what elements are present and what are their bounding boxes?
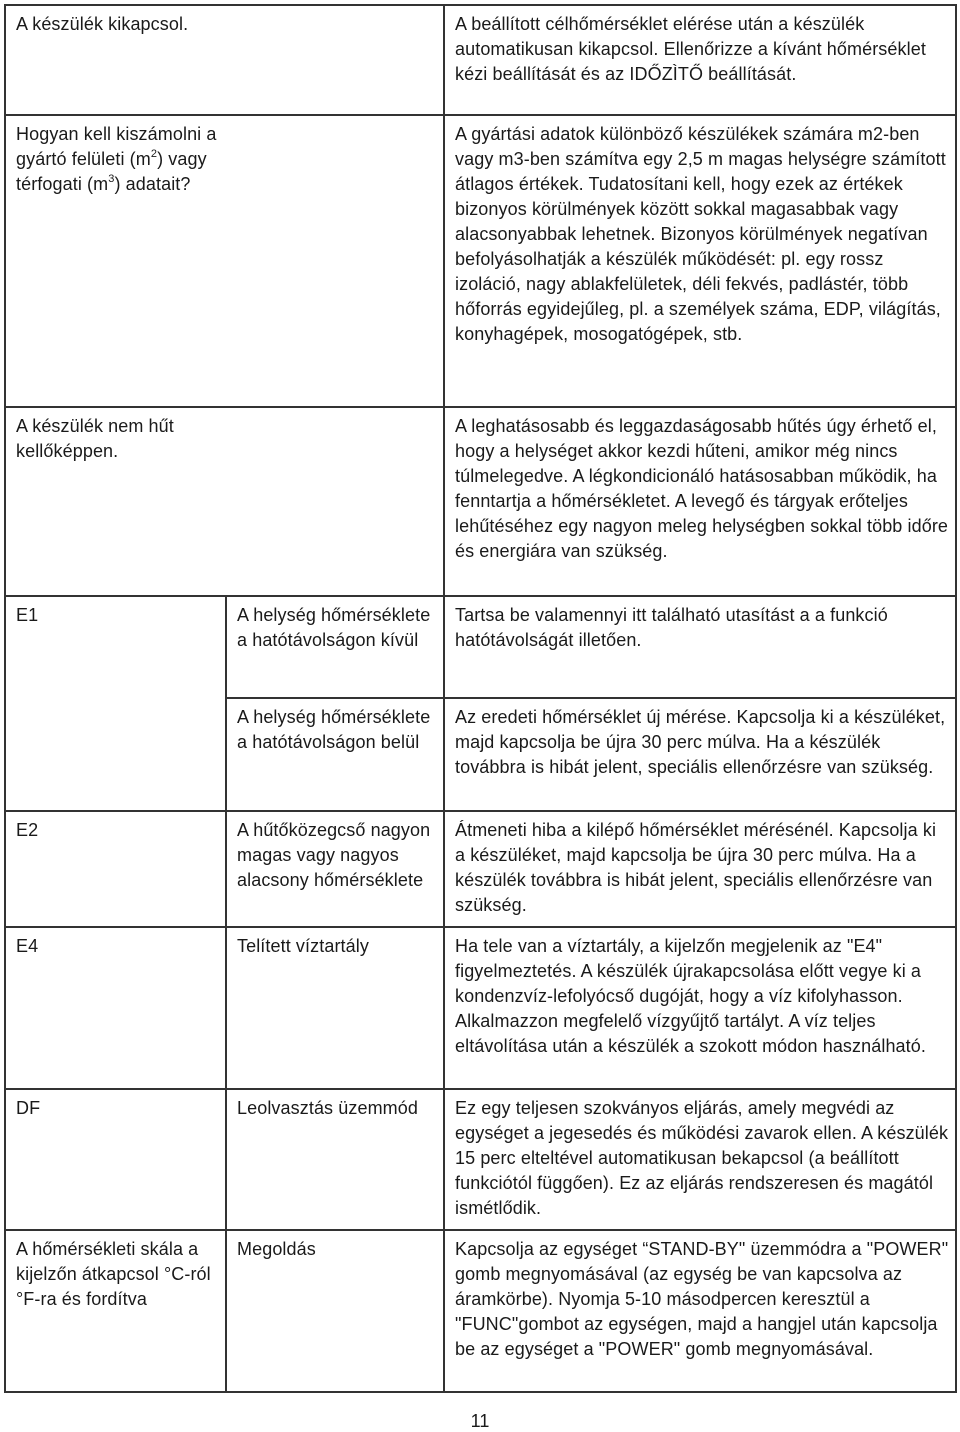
solution-text: Az eredeti hőmérséklet új mérése. Kapcsolja ki a készüléket, majd kapcsolja be újra 30 perc múlva. Ha a készülék továbbra is hibát jelent, speciális ellenőrzésre van szükség. [455, 707, 946, 777]
table-row [5, 1230, 956, 1392]
error-code-cell [5, 1089, 226, 1230]
cause-cell [226, 115, 444, 407]
solution-text: Ha tele van a víztartály, a kijelzőn megjelenik az "E4" figyelmeztetés. A készülék újrakapcsolása előtt vegye ki a kondenzvíz-lefolyócső dugóját, hogy a víz kifolyhasson. Alkalmazzon megfelelő vízgyűjtő tartályt. A víz teljes eltávolítása után a készülék a szokott módon használható. [455, 936, 926, 1056]
solution-cell [444, 927, 956, 1089]
cause-text: A hűtőközegcső nagyon magas vagy nagyos alacsony hőmérséklete [237, 820, 431, 890]
cause-text: Leolvasztás üzemmód [237, 1098, 418, 1118]
error-code: E1 [16, 605, 39, 625]
cause-cell [226, 5, 444, 115]
table-row [5, 596, 956, 698]
solution-text: A gyártási adatok különböző készülékek számára m2-ben vagy m3-ben számítva egy 2,5 m magas helységre számított átlagos értékek. Tudatosítani kell, hogy ezek az értékek bizonyos körülmények között sokkal magasabbak vagy alacsonyabbak lehetnek. Bizonyos körülmények negatívan befolyásolhatják a készülék működését: pl. egy rossz izoláció, nagy ablakfelületek, déli fekvés, padlástér, több hőforrás egyidejűleg, pl. a személyek száma, EDP, világítás, konyhagépek, mosogatógépek, stb. [455, 124, 946, 344]
problem-cell [5, 407, 226, 596]
table-row [5, 5, 956, 115]
solution-cell [444, 698, 956, 811]
cause-cell [226, 1230, 444, 1392]
solution-cell [444, 1089, 956, 1230]
solution-cell [444, 115, 956, 407]
table-row [5, 811, 956, 927]
troubleshooting-table [4, 4, 957, 1393]
cause-text: A helység hőmérséklete a hatótávolságon belül [237, 707, 431, 752]
cause-cell [226, 698, 444, 811]
problem-text-part: Hogyan kell kiszámolni a gyártó felületi (m [16, 124, 217, 169]
error-code-cell [5, 596, 226, 698]
problem-text: A hőmérsékleti skála a kijelzőn átkapcsol °C-ról °F-ra és fordítva [16, 1239, 211, 1309]
solution-text: A leghatásosabb és leggazdaságosabb hűtés úgy érhető el, hogy a helységet akkor kezdi hűteni, amikor még nincs túlmelegedve. A légkondicionáló hatásosabban működik, ha fenntartja a hőmérsékletet. A levegő és tárgyak erőteljes lehűtéséhez egy nagyon meleg helységben sokkal több időre és energiára van szükség. [455, 416, 949, 561]
superscript: 2 [150, 148, 158, 160]
problem-cell [5, 1230, 226, 1392]
cause-cell [226, 407, 444, 596]
table-row [5, 1089, 956, 1230]
solution-cell [444, 407, 956, 596]
table-row [5, 115, 956, 407]
problem-cell [5, 5, 226, 115]
problem-text-part: ) vagy térfogati (m [16, 149, 207, 194]
cause-cell [226, 1089, 444, 1230]
error-code: DF [16, 1098, 41, 1118]
error-code-cell [5, 811, 226, 927]
problem-text-part: ) adatait? [114, 174, 191, 194]
problem-text: A készülék kikapcsol. [16, 14, 189, 34]
table-row [5, 927, 956, 1089]
solution-text: Átmeneti hiba a kilépő hőmérséklet mérésénél. Kapcsolja ki a készüléket, majd kapcsolja be újra 30 perc múlva. Ha a készülék továbbra is hibát jelent, speciális ellenőrzésre van szükség. [455, 820, 937, 915]
cause-text: Telített víztartály [237, 936, 369, 956]
solution-cell [444, 5, 956, 115]
solution-text: Ez egy teljesen szokványos eljárás, amely megvédi az egységet a jegesedés és működési zavarok ellen. A készülék 15 perc elteltével automatikusan bekapcsol (a beállított funkciótól függően). Ez az eljárás rendszeresen és magától ismétlődik. [455, 1098, 949, 1218]
solution-cell [444, 811, 956, 927]
table-row [5, 698, 956, 811]
cause-text: A helység hőmérséklete a hatótávolságon kívül [237, 605, 431, 650]
cause-cell [226, 811, 444, 927]
solution-text: Kapcsolja az egységet “STAND-BY" üzemmódra a "POWER" gomb megnyomásával (az egység be van kapcsolva az áramkörbe). Nyomja 5-10 másodpercen keresztül a "FUNC"gombot az egységen, majd a hangjel után kapcsolja be az egységet a "POWER" gomb megnyomásával. [455, 1239, 949, 1359]
error-code: E2 [16, 820, 39, 840]
error-code-cell [5, 698, 226, 811]
cause-cell [226, 596, 444, 698]
page-number: 11 [470, 1411, 490, 1431]
table-row [5, 407, 956, 596]
solution-cell [444, 1230, 956, 1392]
solution-text: Tartsa be valamennyi itt található utasítást a a funkció hatótávolságát illetően. [455, 605, 888, 650]
problem-text [16, 124, 217, 194]
cause-text: Megoldás [237, 1239, 316, 1259]
superscript: 3 [108, 173, 115, 185]
solution-cell [444, 596, 956, 698]
cause-cell [226, 927, 444, 1089]
error-code: E4 [16, 936, 39, 956]
error-code-cell [5, 927, 226, 1089]
problem-cell [5, 115, 226, 407]
problem-text: A készülék nem hűt kellőképpen. [16, 416, 174, 461]
solution-text: A beállított célhőmérséklet elérése után a készülék automatikusan kikapcsol. Ellenőrizze a kívánt hőmérséklet kézi beállítását és az IDŐZÌTŐ beállítását. [455, 14, 926, 84]
